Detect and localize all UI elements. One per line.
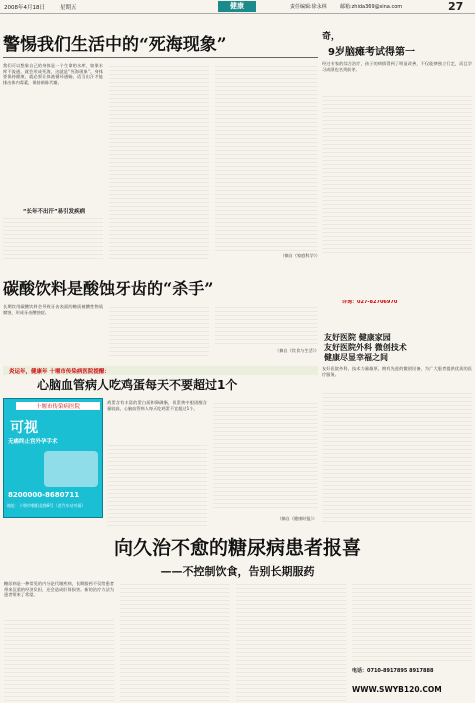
header-email: 邮箱:zhida369@sina.com: [340, 4, 403, 10]
ad-headline: 向久治不愈的糖尿病患者报喜: [113, 537, 361, 559]
col3-filler: [236, 581, 346, 701]
article-headline: 碳酸饮料是酸蚀牙齿的“杀手”: [3, 279, 214, 298]
article-cerebral-palsy: [322, 15, 472, 315]
page-header: [0, 0, 475, 14]
ad-phone: 8200000-8680711: [8, 491, 80, 499]
col2-filler: [109, 304, 209, 356]
col1-filler: [3, 215, 103, 260]
col2-filler: [107, 442, 207, 526]
article-body: 经过专家的综合治疗，孩子的病情得到了明显改善，不仅能够独立行走，而且学习成绩也名列前茅。: [322, 61, 472, 72]
hospital-line1: 友好医院 健康家园: [324, 333, 391, 342]
article-subhead: “长年不出汗”易引发疾病: [22, 209, 86, 215]
ad-phone: 电话：0710-8917895 8917888: [352, 668, 434, 674]
ad-subtitle: 无痛终止宫外孕手术: [8, 439, 58, 445]
kicker-bar: [3, 366, 318, 375]
headline-rule: [3, 57, 318, 58]
col3-filler: [215, 63, 318, 253]
hospital-body: 友好医院外科，技术力量雄厚，拥有先进的微创设备，为广大患者提供优质的医疗服务。: [322, 366, 472, 377]
ad-people-image: [44, 451, 98, 487]
contact-phone: 详询：027-82706970: [342, 300, 398, 305]
ad-website: WWW.SWYB120.COM: [352, 685, 442, 694]
page-number: 27: [448, 0, 464, 13]
ad-body: 糖尿病是一种常见的内分泌代谢疾病，长期服药不仅给患者带来沉重的经济负担，还会造成肝肾损害。新的治疗方法为患者带来了希望。: [4, 581, 114, 598]
body-filler: [322, 93, 472, 253]
col3-filler: [215, 304, 318, 346]
header-editor: 责任编辑:徐永林: [290, 4, 327, 10]
article-headline: 心脑血管病人吃鸡蛋每天不要超过1个: [37, 378, 238, 392]
hospital-ad: [322, 320, 472, 530]
article-dead-sea: [3, 15, 318, 260]
article-headline: 警惕我们生活中的“死海现象”: [3, 35, 227, 55]
article-byline: （摘自《健康时报》）: [277, 516, 317, 521]
article-body: 长期饮用碳酸饮料会导致牙齿表面的釉质被酸性物质腐蚀，形成牙齿酸蚀症。: [3, 304, 103, 315]
col3-filler: [213, 400, 318, 510]
article-egg: [3, 366, 318, 531]
article-soda: [3, 262, 318, 362]
header-weekday: 星期五: [60, 5, 77, 11]
article-body: 鸡蛋含有丰富的蛋白质和卵磷脂，但蛋黄中胆固醇含量较高，心脑血管病人每天吃鸡蛋不宜超过1个。: [107, 400, 207, 411]
diabetes-ad: [0, 533, 475, 703]
hospital-line2: 友好医院外科 微创技术: [324, 343, 407, 352]
ad-title: 可视: [10, 420, 38, 436]
hospital-line3: 健康尽显幸福之间: [324, 353, 388, 362]
col2-filler: [120, 581, 230, 701]
article-kicker: 奇，: [322, 32, 341, 42]
ad-subhead: ——不控制饮食，告别长期服药: [160, 565, 315, 578]
hospital-filler: [322, 390, 472, 525]
article-kicker: 炎运年，健康年 十堰市传染病医院提醒：: [9, 369, 110, 375]
ad-brand: 十堰市传染病医院: [16, 402, 100, 410]
hospital-banner-ad: [3, 398, 103, 518]
col1-filler: [4, 617, 114, 701]
header-date: 2008年4月18日: [4, 5, 45, 11]
article-byline: （摘自《饮食与生活》）: [275, 348, 319, 353]
col4-filler: [352, 581, 472, 663]
article-headline: 9岁脑瘫考试得第一: [328, 47, 415, 58]
col2-filler: [109, 63, 209, 260]
section-label: 健康: [230, 2, 244, 10]
section-badge: [218, 1, 256, 12]
article-byline: （摘自《家庭科学》）: [280, 253, 320, 258]
ad-address: 地址：十堰市朝阳北路8号（老汽车站对面）: [7, 503, 86, 508]
article-body-col1: 我们可以想象自己的身体是一个生命的水库，如果水库不流通，就会形成死海，这就是“死海现象”。身体要保持健康，就必须让体液循环通畅，适当出汗才能排出体内毒素，保持新陈代谢。: [3, 63, 103, 85]
